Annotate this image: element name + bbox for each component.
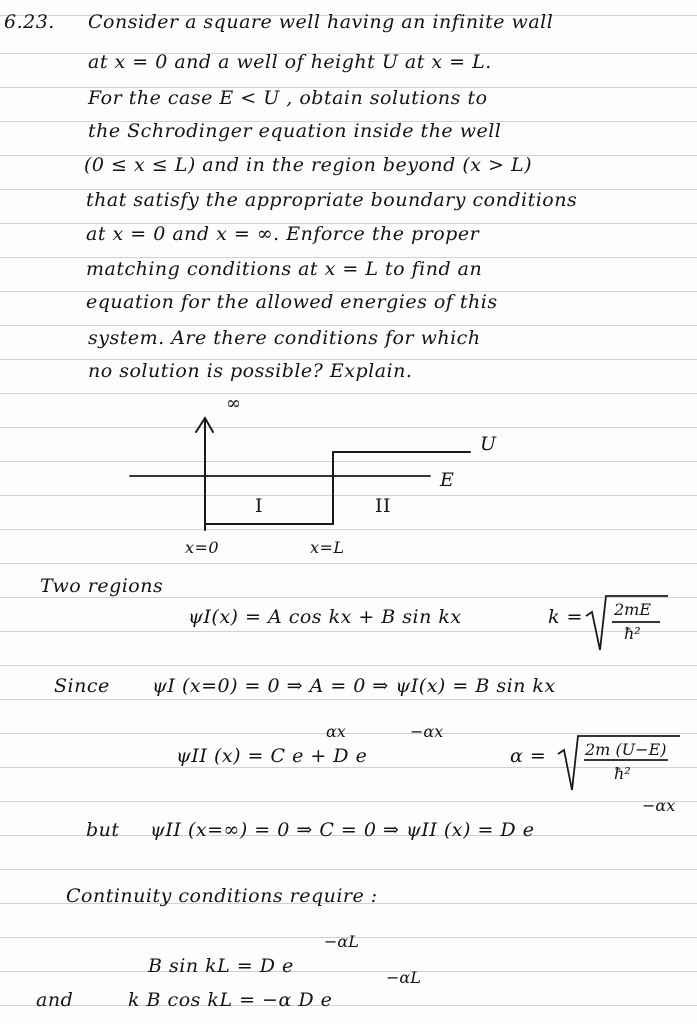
psi2-exp-1: αx <box>326 722 346 741</box>
problem-line-6: that satisfy the appropriate boundary conditions <box>86 189 578 211</box>
problem-number: 6.23. <box>4 11 55 33</box>
continuity-eq-2: k B cos kL = −α D e <box>128 989 333 1011</box>
problem-line-1: Consider a square well having an infinite wall <box>88 11 554 33</box>
but-label: but <box>86 819 120 841</box>
problem-line-8: matching conditions at x = L to find an <box>86 258 483 280</box>
region-II-label: II <box>375 495 392 517</box>
continuity-eq-1-exp: −αL <box>324 932 359 951</box>
k-numerator: 2mE <box>614 600 652 619</box>
problem-line-7: at x = 0 and x = ∞. Enforce the proper <box>86 223 480 245</box>
problem-line-3: For the case E < U , obtain solutions to <box>88 87 488 109</box>
problem-line-9: equation for the allowed energies of this <box>86 291 498 313</box>
k-denominator: ħ² <box>624 624 641 643</box>
problem-line-11: no solution is possible? Explain. <box>88 360 413 382</box>
problem-line-10: system. Are there conditions for which <box>88 327 481 349</box>
two-regions-heading: Two regions <box>40 575 164 597</box>
psi2-exp-2: −αx <box>410 722 444 741</box>
problem-line-4: the Schrodinger equation inside the well <box>88 120 502 142</box>
infinity-label: ∞ <box>226 393 242 414</box>
since-label: Since <box>54 675 110 697</box>
alpha-numerator: 2m (U−E) <box>585 740 667 759</box>
k-lhs: k = <box>548 606 583 628</box>
and-label: and <box>36 989 74 1011</box>
x0-label: x=0 <box>185 538 220 557</box>
psi1-general-eq: ψI(x) = A cos kx + B sin kx <box>188 606 462 628</box>
region-I-label: I <box>255 495 264 517</box>
alpha-denominator: ħ² <box>614 764 631 783</box>
problem-line-5: (0 ≤ x ≤ L) and in the region beyond (x > L) <box>84 154 533 176</box>
problem-line-2: at x = 0 and a well of height U at x = L. <box>88 51 492 73</box>
U-label: U <box>480 433 497 455</box>
E-label: E <box>440 469 455 491</box>
continuity-eq-2-exp: −αL <box>386 968 421 987</box>
but-equation: ψII (x=∞) = 0 ⇒ C = 0 ⇒ ψII (x) = D e <box>150 819 535 841</box>
but-exp: −αx <box>642 796 676 815</box>
alpha-lhs: α = <box>510 745 547 767</box>
xL-label: x=L <box>310 538 345 557</box>
continuity-eq-1: B sin kL = D e <box>148 955 294 977</box>
since-equation: ψI (x=0) = 0 ⇒ A = 0 ⇒ ψI(x) = B sin kx <box>152 675 556 697</box>
continuity-heading: Continuity conditions require : <box>66 885 378 907</box>
psi2-general-eq: ψII (x) = C e + D e <box>176 745 368 767</box>
